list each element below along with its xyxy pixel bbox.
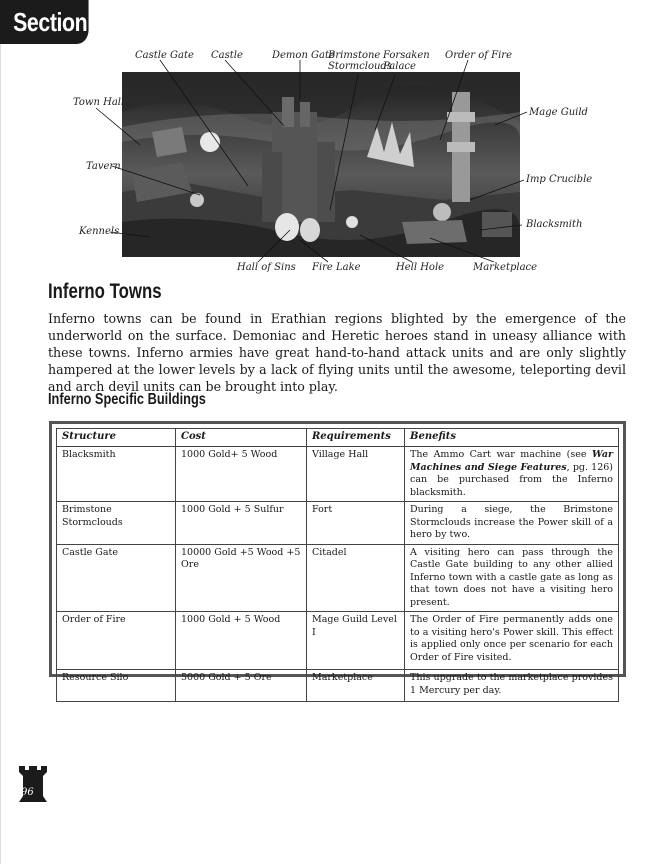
section-tab: Section III (0, 0, 89, 44)
buildings-table-frame (49, 421, 626, 696)
callout-demon-gate: Demon Gate (272, 50, 335, 61)
buildings-table (56, 428, 619, 702)
cell-benefit: This upgrade to the marketplace provides 1 Mercury per day. (405, 670, 619, 702)
cell-cost: 10000 Gold +5 Wood +5 Ore (176, 544, 307, 612)
cell-requirements: Fort (307, 502, 405, 545)
header-requirements: Requirements (307, 429, 405, 447)
table-row (57, 612, 619, 670)
callout-hell-hole: Hell Hole (396, 262, 445, 273)
cell-cost: 5000 Gold + 5 Ore (176, 670, 307, 702)
header-benefits: Benefits (405, 429, 619, 447)
page-number: 96 (21, 787, 34, 798)
callout-forsaken-palace: Forsaken Palace (383, 50, 430, 72)
callout-order-of-fire: Order of Fire (445, 50, 512, 61)
callout-imp-crucible: Imp Crucible (526, 174, 593, 185)
table-row (57, 447, 619, 502)
cell-benefit (405, 447, 619, 502)
callout-leader-lines (0, 0, 672, 300)
cell-structure: Blacksmith (57, 447, 176, 502)
callout-marketplace: Marketplace (473, 262, 538, 273)
callout-mage-guild: Mage Guild (529, 107, 588, 118)
cell-requirements: Mage Guild Level I (307, 612, 405, 670)
header-cost: Cost (176, 429, 307, 447)
benefit-text-reference: War Machines and Siege Features (410, 449, 613, 473)
heading-inferno-specific-buildings: Inferno Specific Buildings (48, 391, 206, 408)
callout-town-hall: Town Hall (73, 97, 125, 108)
callout-hall-of-sins: Hall of Sins (237, 262, 296, 273)
benefit-text-post: , pg. 126) can be purchased from the Inferno blacksmith. (410, 461, 613, 498)
callout-tavern: Tavern (86, 161, 121, 172)
callout-brimstone-stormclouds: Brimstone Stormclouds (328, 50, 392, 72)
cell-structure: Resource Silo (57, 670, 176, 702)
callout-fire-lake: Fire Lake (312, 262, 361, 273)
callout-kennels: Kennels (79, 226, 120, 237)
table-row (57, 502, 619, 545)
cell-cost: 1000 Gold + 5 Wood (176, 612, 307, 670)
cell-structure: Order of Fire (57, 612, 176, 670)
cell-benefit: A visiting hero can pass through the Castle Gate building to any other allied Inferno town with a castle gate as long as that town does not have a visiting hero present. (405, 544, 619, 612)
cell-structure: Brimstone Stormclouds (57, 502, 176, 545)
cell-requirements: Citadel (307, 544, 405, 612)
cell-cost: 1000 Gold+ 5 Wood (176, 447, 307, 502)
callout-castle: Castle (211, 50, 243, 61)
cell-requirements: Village Hall (307, 447, 405, 502)
header-structure: Structure (57, 429, 176, 447)
benefit-text-pre: The Ammo Cart war machine (see (410, 449, 592, 460)
callout-castle-gate: Castle Gate (135, 50, 194, 61)
table-row (57, 544, 619, 612)
cell-requirements: Marketplace (307, 670, 405, 702)
table-header-row (57, 429, 619, 447)
cell-benefit: During a siege, the Brimstone Stormclouds increase the Power skill of a hero by two. (405, 502, 619, 545)
table-row (57, 670, 619, 702)
cell-structure: Castle Gate (57, 544, 176, 612)
cell-benefit: The Order of Fire permanently adds one to a visiting hero's Power skill. This effect is applied only once per scenario for each Order of Fire visited. (405, 612, 619, 670)
cell-cost: 1000 Gold + 5 Sulfur (176, 502, 307, 545)
heading-inferno-towns: Inferno Towns (48, 280, 162, 303)
callout-blacksmith: Blacksmith (526, 219, 583, 230)
intro-paragraph: Inferno towns can be found in Erathian regions blighted by the emergence of the underworld on the surface. Demoniac and Heretic heroes stand in uneasy alliance with these towns. Inferno armies have great hand-to-hand attack units and are only slightly hampered at the lower levels by a lack of flying units until the awesome, teleporting devil and arch devil units can be brought into play. (48, 311, 626, 394)
